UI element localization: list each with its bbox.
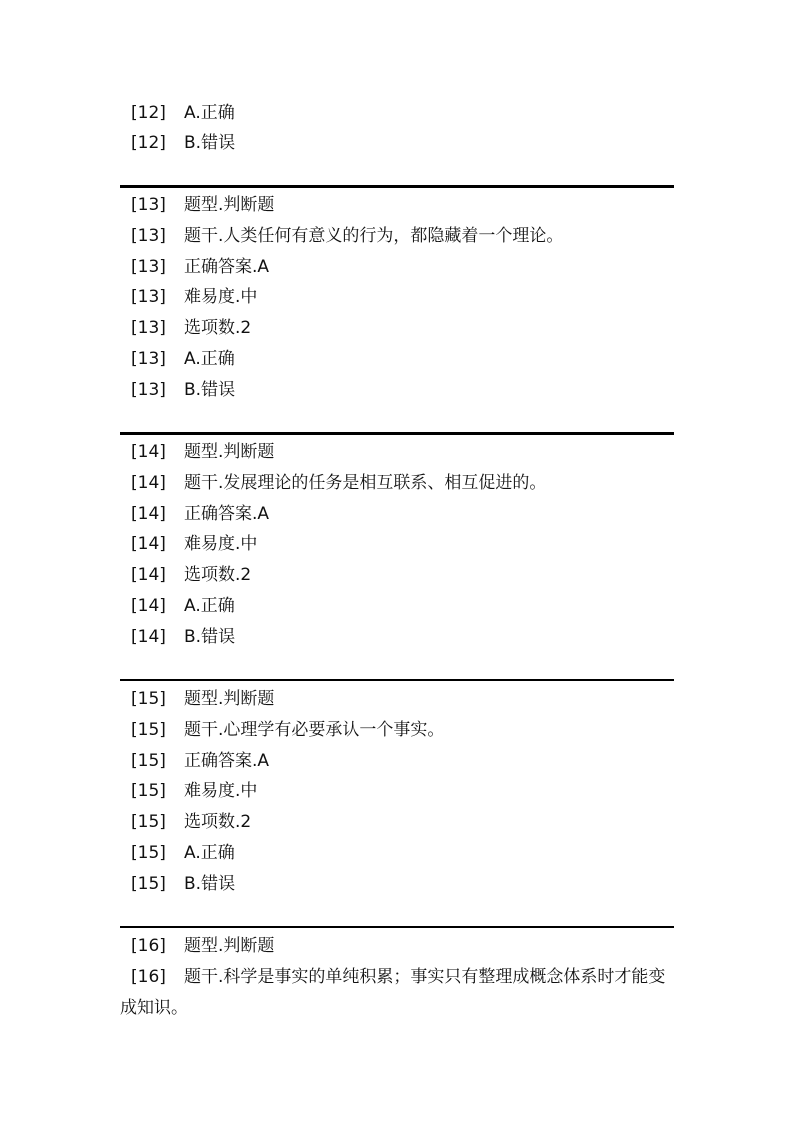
q12-option-b <box>131 131 235 155</box>
question-number: [15] <box>131 843 166 863</box>
q15-difficulty <box>131 779 257 803</box>
line-text: 题干.科学是事实的单纯积累；事实只有整理成概念体系时才能变成知识。 <box>120 967 666 1018</box>
line-text: 题干.发展理论的任务是相互联系、相互促进的。 <box>184 473 547 493</box>
question-number: [16] <box>131 936 166 956</box>
q15-answer <box>131 749 269 773</box>
question-number: [15] <box>131 874 166 894</box>
line-text: 题干.人类任何有意义的行为，都隐藏着一个理论。 <box>184 226 564 246</box>
question-number: [12] <box>131 133 166 153</box>
section-divider <box>120 185 674 188</box>
q12-option-a <box>131 101 235 125</box>
q13-difficulty <box>131 285 257 309</box>
q14-option-b <box>131 625 235 649</box>
line-text: 题型.判断题 <box>184 936 275 956</box>
question-number: [13] <box>131 349 166 369</box>
section-divider <box>120 679 674 681</box>
question-number: [15] <box>131 812 166 832</box>
question-number: [14] <box>131 534 166 554</box>
question-number: [12] <box>131 103 166 123</box>
q14-type <box>131 440 274 464</box>
q15-option-b <box>131 872 235 896</box>
question-number: [14] <box>131 596 166 616</box>
question-number: [13] <box>131 226 166 246</box>
question-number: [14] <box>131 504 166 524</box>
line-text: 难易度.中 <box>184 287 258 307</box>
line-text: 题型.判断题 <box>184 689 275 709</box>
question-number: [15] <box>131 689 166 709</box>
question-number: [15] <box>131 751 166 771</box>
question-number: [13] <box>131 195 166 215</box>
line-text: 正确答案.A <box>184 257 270 277</box>
question-number: [13] <box>131 287 166 307</box>
line-text: 题型.判断题 <box>184 195 275 215</box>
q13-option-b <box>131 378 235 402</box>
line-text: B.错误 <box>184 874 236 894</box>
question-number: [13] <box>131 380 166 400</box>
line-text: 选项数.2 <box>184 318 252 338</box>
line-text: B.错误 <box>184 380 236 400</box>
question-number: [14] <box>131 442 166 462</box>
question-number: [13] <box>131 257 166 277</box>
line-text: 题型.判断题 <box>184 442 275 462</box>
line-text: A.正确 <box>184 103 235 123</box>
q13-type <box>131 193 274 217</box>
question-number: [14] <box>131 565 166 585</box>
q13-option-a <box>131 347 235 371</box>
q14-option-a <box>131 594 235 618</box>
q14-stem <box>131 471 546 495</box>
line-text: A.正确 <box>184 349 235 369</box>
question-number: [15] <box>131 781 166 801</box>
section-divider <box>120 432 674 435</box>
q15-type <box>131 687 274 711</box>
q14-option-count <box>131 563 251 587</box>
line-text: 难易度.中 <box>184 534 258 554</box>
line-text: 选项数.2 <box>184 565 252 585</box>
line-text: 正确答案.A <box>184 751 270 771</box>
question-number: [15] <box>131 720 166 740</box>
q15-stem <box>131 718 444 742</box>
q16-type <box>131 934 274 958</box>
question-number: [16] <box>131 967 166 987</box>
q13-stem <box>131 224 563 248</box>
line-text: B.错误 <box>184 627 236 647</box>
question-number: [13] <box>131 318 166 338</box>
line-text: 题干.心理学有必要承认一个事实。 <box>184 720 445 740</box>
line-text: 难易度.中 <box>184 781 258 801</box>
line-text: A.正确 <box>184 843 235 863</box>
q15-option-a <box>131 841 235 865</box>
line-text: 正确答案.A <box>184 504 270 524</box>
line-text: A.正确 <box>184 596 235 616</box>
q16-stem <box>120 962 680 1024</box>
q14-difficulty <box>131 532 257 556</box>
line-text: B.错误 <box>184 133 236 153</box>
section-divider <box>120 926 674 928</box>
q15-option-count <box>131 810 251 834</box>
line-text: 选项数.2 <box>184 812 252 832</box>
q13-option-count <box>131 316 251 340</box>
q13-answer <box>131 255 269 279</box>
q14-answer <box>131 502 269 526</box>
question-number: [14] <box>131 473 166 493</box>
question-number: [14] <box>131 627 166 647</box>
